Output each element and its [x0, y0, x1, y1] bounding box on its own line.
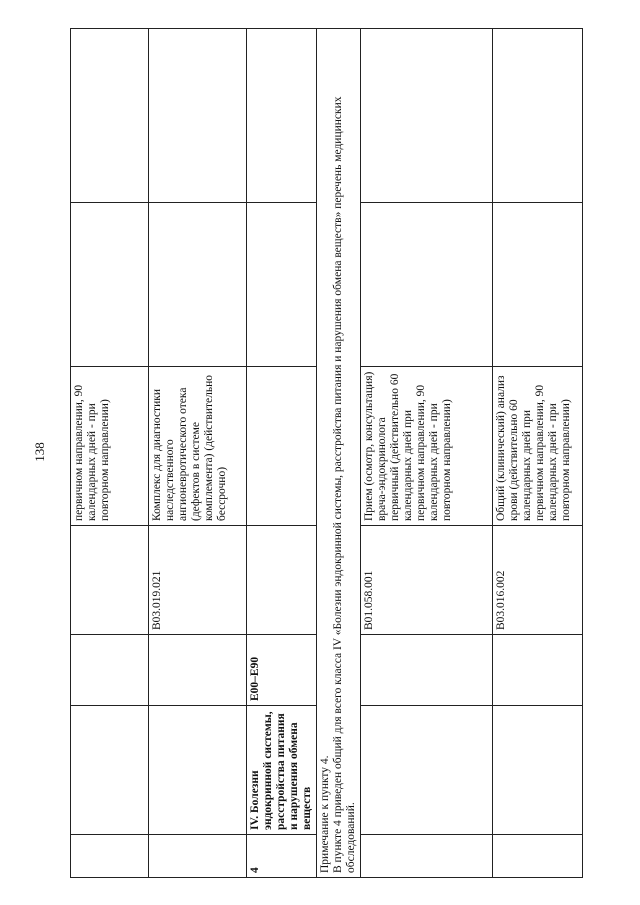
table-row: [71, 29, 149, 878]
service-code-cell: B03.019.021: [149, 526, 247, 635]
icd-codes-cell: [361, 635, 493, 706]
empty-cell: [247, 203, 317, 367]
service-term-cell: первичном направлении, 90 календарных дней - при повторном направлении): [71, 367, 149, 526]
medical-exam-table: [70, 28, 583, 878]
disease-class-cell: [361, 706, 493, 835]
note-text: В пункте 4 приведен общий для всего класса IV «Болезни эндокринной системы, расстройства питания и нарушения обмена веществ» перечень медицинских обследований.: [332, 96, 357, 873]
disease-class-cell: IV. Болезни эндокринной системы, расстройства питания и нарушения обмена веществ: [247, 706, 317, 835]
empty-cell: [493, 29, 583, 203]
rotated-document-body: [70, 28, 630, 878]
empty-cell: [149, 203, 247, 367]
row-number-cell: [71, 835, 149, 878]
note-row: [317, 29, 361, 878]
table-row: [247, 29, 317, 878]
empty-cell: [361, 203, 493, 367]
disease-class-cell: [493, 706, 583, 835]
icd-codes-cell: [493, 635, 583, 706]
service-code-cell: [247, 526, 317, 635]
empty-cell: [71, 29, 149, 203]
row-number-cell: [493, 835, 583, 878]
table-row: [149, 29, 247, 878]
disease-class-cell: [71, 706, 149, 835]
icd-codes-cell: E00–E90: [247, 635, 317, 706]
icd-codes-cell: [71, 635, 149, 706]
service-name-cell: Комплекс для диагностики наследственного ангионевротического отека (дефектов в системе комплемента) (действительно бессрочно): [149, 367, 247, 526]
row-number-cell: 4: [247, 835, 317, 878]
page-number: 138: [32, 442, 47, 462]
icd-codes-cell: [149, 635, 247, 706]
empty-cell: [149, 29, 247, 203]
table-row: [493, 29, 583, 878]
row-number-cell: [149, 835, 247, 878]
note-title: Примечание к пункту 4.: [319, 755, 331, 873]
empty-cell: [247, 29, 317, 203]
disease-class-cell: [149, 706, 247, 835]
row-number-cell: [361, 835, 493, 878]
service-code-cell: [71, 526, 149, 635]
empty-cell: [361, 29, 493, 203]
service-name-cell: Прием (осмотр, консультация) врача-эндокринолога первичный (действительно 60 календарных дней при первичном направлении, 90 календарных дней - при повторном направлении): [361, 367, 493, 526]
service-code-cell: B03.016.002: [493, 526, 583, 635]
service-name-cell: Общий (клинический) анализ крови (действительно 60 календарных дней при первичном направлении, 90 календарных дней - при повторном направлении): [493, 367, 583, 526]
service-name-cell: [247, 367, 317, 526]
empty-cell: [493, 203, 583, 367]
table-row: [361, 29, 493, 878]
service-code-cell: B01.058.001: [361, 526, 493, 635]
empty-cell: [71, 203, 149, 367]
